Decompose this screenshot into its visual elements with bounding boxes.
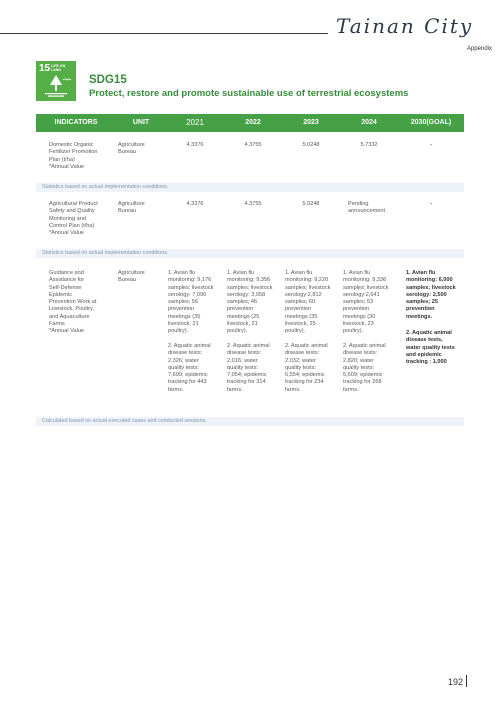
row2-note: Statistics based on actual implementation conditions. — [36, 249, 464, 258]
row1-note: Statistics based on actual implementation conditions. — [36, 183, 464, 192]
row2-2022: 4.3755 — [244, 201, 262, 207]
sdg15-life-on-land-icon — [36, 61, 76, 101]
brand-logo: Tainan City — [336, 14, 474, 38]
col-header-2022: 2022 — [245, 119, 261, 126]
table-header — [36, 114, 464, 132]
row1-goal: - — [430, 142, 432, 148]
col-header-unit: UNIT — [132, 119, 150, 126]
page-number-divider — [466, 675, 467, 687]
page-number: 192 — [448, 677, 464, 687]
sdg-icon-number: 15 — [39, 63, 51, 74]
row3-2023-part1: 1. Avian flu monitoring: 9,220 samples; livestock serology:2,812 samples; 60 prevention meetings (35 livestock, 25 poultry). — [285, 270, 331, 335]
row3-2022-part2: 2. Aquatic animal disease tests: 2,016; water quality tests: 7,054; epidemic tracking for 314 farms. — [227, 343, 270, 393]
row1-indicator: Domestic Organic Fertilizer Promotion Plan (t/ha) *Annual Value — [49, 142, 98, 170]
row3-goal-part2: 2. Aquatic animal disease tests, water quality tests and epidemic tracking : 1,000 — [406, 330, 455, 366]
row2-unit: Agriculture Bureau — [118, 201, 145, 215]
row3-unit: Agriculture Bureau — [118, 270, 145, 284]
row1-2021: 4.3376 — [186, 142, 204, 148]
row2-goal: - — [430, 201, 432, 207]
row3-2022-part1: 1. Avian flu monitoring: 9,356 samples; livestock serology: 3,058 samples; 46 prevention meetings (25 livestock, 21 poultry). — [227, 270, 273, 335]
row3-indicator: Guidance and Assistance for Self-Defense Epidemic Prevention Work at Livestock, Poultry, and Aquaculture Farms *Annual Value — [49, 270, 97, 335]
row1-2024: 5.7332 — [360, 142, 378, 148]
tree-bird-icon — [36, 61, 76, 101]
col-header-2024: 2024 — [361, 119, 377, 126]
section-label: Appendix — [466, 46, 492, 52]
col-header-2021: 2021 — [186, 118, 204, 127]
row2-2024: Pending announcement — [348, 201, 386, 215]
row1-unit: Agriculture Bureau — [118, 142, 145, 156]
col-header-goal: 2030(GOAL) — [410, 119, 452, 126]
sdg-icon-label: LIFE ON LAND — [51, 64, 66, 72]
header-rule — [0, 33, 328, 34]
row1-2023: 5.0248 — [302, 142, 320, 148]
row2-indicator: Agricultural Product Safety and Quality Monitoring and Control Plan (t/ha) *Annual Value — [49, 201, 98, 237]
row3-2024-part1: 1. Avian flu monitoring: 9,336 samples; livestock serology:2,641 samples; 53 prevention meetings (30 livestock, 23 poultry). — [343, 270, 389, 335]
row2-2021: 4.3376 — [186, 201, 204, 207]
col-header-indicators: INDICATORS — [54, 119, 98, 126]
row3-note: Calculated based on actual executed cases and conducted sessions. — [36, 417, 464, 426]
row3-2023-part2: 2. Aquatic animal disease tests: 2,032; water quality tests: 6,554; epidemic tracking for 234 farms. — [285, 343, 328, 393]
row3-2021-part1: 1. Avian flu monitoring: 9,176 samples; livestock serology: 7,090 samples; 56 prevention meetings (35 livestock, 21 poultry). — [168, 270, 214, 335]
row1-2022: 4.3755 — [244, 142, 262, 148]
row3-2021-part2: 2. Aquatic animal disease tests: 2,326; water quality tests: 7,699; epidemic tracking for 443 farms. — [168, 343, 211, 393]
row3-2024-part2: 2. Aquatic animal disease tests: 2,820; water quality tests: 5,609; epidemic tracking for 268 farms. — [343, 343, 386, 393]
sdg-subtitle: Protect, restore and promote sustainable use of terrestrial ecosystems — [89, 88, 409, 99]
row3-goal-part1: 1. Avian flu monitoring: 6,000 samples; livestock serology: 2,500 samples; 25 prevention meetings. — [406, 270, 456, 320]
row2-2023: 5.0248 — [302, 201, 320, 207]
col-header-2023: 2023 — [303, 119, 319, 126]
sdg-title: SDG15 — [89, 74, 127, 86]
